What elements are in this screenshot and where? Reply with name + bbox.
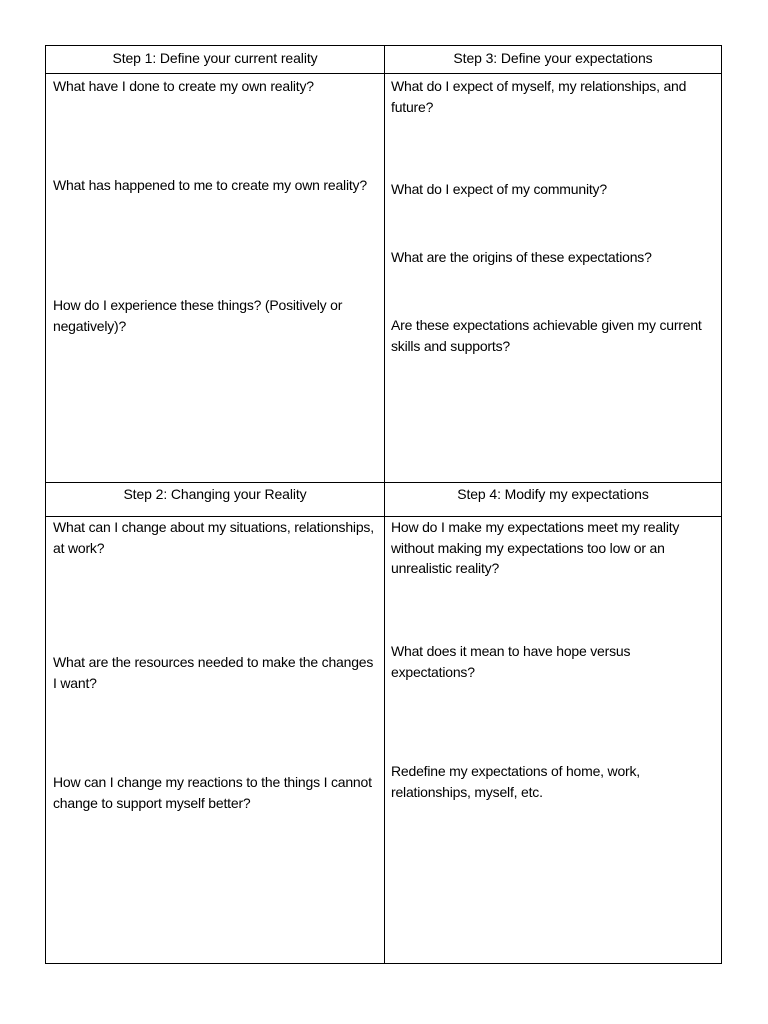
step3-question-3: What are the origins of these expectations? [391,249,652,265]
step2-header: Step 2: Changing your Reality [123,486,307,502]
row-divider-middle [46,482,721,483]
step2-question-1: What can I change about my situations, relationships, at work? [53,519,374,556]
step2-question-2: What are the resources needed to make the changes I want? [53,654,374,691]
step4-question-1: How do I make my expectations meet my reality without making my expectations too low or an unrealistic reality? [391,519,680,576]
step3-header: Step 3: Define your expectations [453,50,653,66]
column-divider [384,46,385,963]
step4-header: Step 4: Modify my expectations [457,486,649,502]
step1-question-3: How do I experience these things? (Positively or negatively)? [53,297,343,334]
step2-question-3: How can I change my reactions to the things I cannot change to support myself better? [53,774,372,811]
step4-question-3: Redefine my expectations of home, work, relationships, myself, etc. [391,763,640,800]
step1-header: Step 1: Define your current reality [112,50,318,66]
step3-question-1: What do I expect of myself, my relationships, and future? [391,78,687,115]
worksheet-table [45,45,722,964]
step1-question-2: What has happened to me to create my own reality? [53,177,367,193]
step3-question-4: Are these expectations achievable given my current skills and supports? [391,317,702,354]
step1-question-1: What have I done to create my own reality? [53,78,314,94]
step3-question-2: What do I expect of my community? [391,181,607,197]
row-divider-top-header [46,73,721,74]
step4-question-2: What does it mean to have hope versus expectations? [391,643,631,680]
